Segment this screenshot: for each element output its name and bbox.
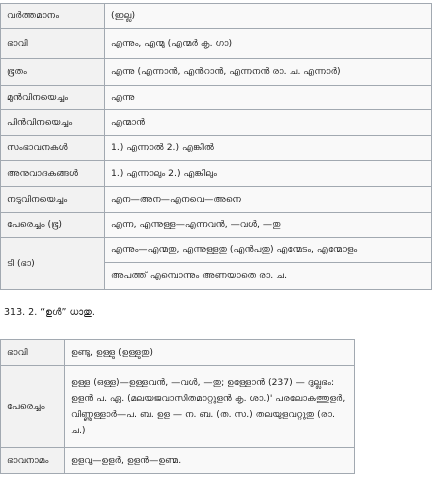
row-value: എന്മാൻ [105,110,432,136]
conjugation-table-en [0,3,432,290]
row-value: ഉള്ള (ഒള്ള)—ഉള്ളവൻ, —വൾ, —തു; ഉള്ളോൻ (237) — ദുല്ലഭം: ഉളൻ പ. ഏ. (മലയജവാസിതമാറ്റുളൻ കൃ. ശാ.)' പരലോകത്തുളർ, വിണ്ണുള്ളാർ—പ. ബ. ഉള — ന. ബ. (ത. സ.) തലയുളവറ്റുതു (രാ. ച.) [65,366,355,448]
table-row [1,4,432,29]
row-value: (ഇല്ല) [105,4,432,29]
row-value: എന്നു [105,86,432,110]
table-row [1,86,432,110]
section-heading: 313. 2. “ഉൾ” ധാതു. [4,307,95,318]
table-row [1,238,432,263]
row-label: പേരെച്ചം (ഭൂ) [1,213,105,238]
row-label: അനുവാദകങ്ങൾ [1,161,105,187]
row-label: പേരെച്ചം [1,366,65,448]
table-row [1,213,432,238]
row-value: എന്നു (എന്നാൻ, എൻറാൻ, എന്നനൻ രാ. ച. എന്നാർ) [105,59,432,86]
row-label: ഭൂതം [1,59,105,86]
table-row [1,340,355,366]
table-row [1,136,432,161]
row-value: എന്നും—എന്മതു, എന്നുള്ളതു (എൻപതു) എന്മേടം, എന്മോളം [105,238,432,263]
row-label: ടി (ഭാ) [1,238,105,290]
table-row [1,29,432,59]
row-value: 1.) എന്നാലും 2.) എങ്കിലും [105,161,432,187]
row-value: എന—അന—എനവെ—അനെ [105,187,432,213]
table-row [1,110,432,136]
row-value: ഉളവു—ഉളർ, ഉളൻ—ഉണ്മ. [65,448,355,474]
table-row [1,187,432,213]
row-label: ഭാവനാമം [1,448,65,474]
table-row [1,161,432,187]
row-value: അപത്ത് എമ്പൊന്നും അണയാതെ രാ. ച. [105,263,432,290]
conjugation-table-ul [0,339,355,474]
table-row [1,366,355,448]
row-label: മുൻവിനയെച്ചം [1,86,105,110]
row-value: എന്നും, എന്മു (എന്മർ കൃ. ഗാ) [105,29,432,59]
row-value: 1.) എന്നാൽ 2.) എങ്കിൽ [105,136,432,161]
row-value: എന്ന, എന്നുള്ള—എന്നവൻ, —വൾ, —തു [105,213,432,238]
row-label: ഭാവി [1,340,65,366]
table-row [1,448,355,474]
row-label: ഭാവി [1,29,105,59]
row-label: നടുവിനയെച്ചം [1,187,105,213]
row-value: ഉണ്ടു, ഉള്ളു (ഉള്ളുതു) [65,340,355,366]
row-label: വർത്തമാനം [1,4,105,29]
table-row [1,59,432,86]
row-label: പിൻവിനയെച്ചം [1,110,105,136]
row-label: സംഭാവനകൾ [1,136,105,161]
